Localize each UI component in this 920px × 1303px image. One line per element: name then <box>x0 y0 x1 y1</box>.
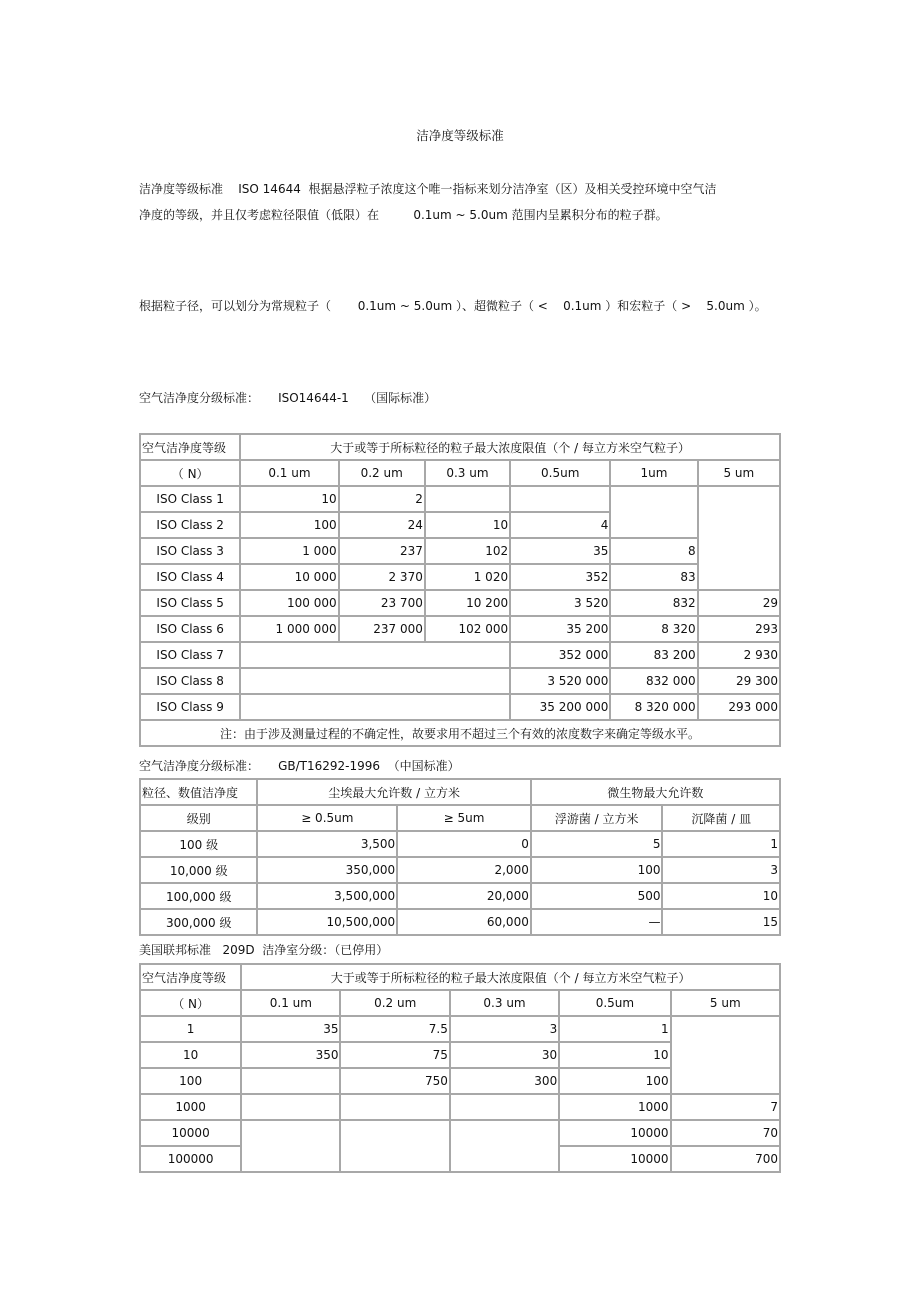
table-cell: 102 000 <box>426 617 511 643</box>
fed-col-header: 0.2 um <box>341 991 450 1017</box>
table-cell: 237 000 <box>340 617 426 643</box>
table-cell: 35 200 <box>511 617 611 643</box>
table-cell: 4 <box>511 513 611 539</box>
table-cell: 8 <box>611 539 698 565</box>
iso-col-header: 0.2 um <box>340 461 426 487</box>
table-cell: 30 <box>451 1043 560 1069</box>
iso-header-class-n: （ N） <box>141 461 241 487</box>
table-cell <box>242 1069 341 1095</box>
table-cell: 1 000 000 <box>241 617 339 643</box>
table-cell: 3 520 <box>511 591 611 617</box>
table-cell: 10 <box>560 1043 671 1069</box>
table-cell <box>242 1095 341 1121</box>
table-cell: 10 <box>663 884 781 910</box>
table-cell-merged <box>611 487 698 539</box>
table-row <box>141 695 781 721</box>
table-cell-merged <box>242 1121 341 1173</box>
table-cell: 1000 <box>560 1095 671 1121</box>
table-cell: 500 <box>532 884 664 910</box>
table-row <box>141 858 781 884</box>
table-cell: 23 700 <box>340 591 426 617</box>
table-cell <box>451 1095 560 1121</box>
fed-header-class-n: （ N） <box>141 991 242 1017</box>
table-row <box>141 1017 781 1043</box>
table-row <box>141 1095 781 1121</box>
row-label: 300,000 级 <box>141 910 258 936</box>
table-row <box>141 1121 781 1147</box>
table-cell: 2,000 <box>398 858 532 884</box>
table-cell-merged <box>241 643 511 669</box>
table-row <box>141 487 781 513</box>
table-cell: 100 <box>532 858 664 884</box>
table-cell: 3,500,000 <box>258 884 398 910</box>
iso-table-note: 注：由于涉及测量过程的不确定性，故要求用不超过三个有效的浓度数字来确定等级水平。 <box>141 721 781 747</box>
fed-col-header: 0.3 um <box>451 991 560 1017</box>
table-cell: 1 <box>560 1017 671 1043</box>
fed-209d-table <box>139 963 781 1173</box>
table-cell: 2 370 <box>340 565 426 591</box>
table-cell: 100 000 <box>241 591 339 617</box>
table-row <box>141 565 781 591</box>
table-cell: 0 <box>398 832 532 858</box>
iso-classification-table <box>139 433 781 747</box>
iso-section-title: 空气洁净度分级标准： ISO14644-1 （国际标准） <box>139 391 437 405</box>
table-cell: 237 <box>340 539 426 565</box>
intro-line-2: 净度的等级，并且仅考虑粒径限值（低限）在 0.1um ~ 5.0um 范围内呈累积分布的粒子群。 <box>139 208 668 222</box>
table-cell: 350 <box>242 1043 341 1069</box>
iso-col-header: 0.5um <box>511 461 611 487</box>
table-row <box>141 539 781 565</box>
row-label: 10000 <box>141 1121 242 1147</box>
table-cell-merged <box>451 1121 560 1173</box>
table-cell: 70 <box>672 1121 781 1147</box>
particle-types-text: 根据粒子径，可以划分为常规粒子（ 0.1um ~ 5.0um ）、超微粒子（ < 0.1um ）和宏粒子（ > 5.0um ）。 <box>139 299 767 313</box>
table-cell: 10 200 <box>426 591 511 617</box>
table-cell: 60,000 <box>398 910 532 936</box>
table-cell: 35 <box>242 1017 341 1043</box>
table-cell: 293 000 <box>699 695 781 721</box>
table-cell: 29 <box>699 591 781 617</box>
table-cell: 750 <box>341 1069 450 1095</box>
row-label: ISO Class 3 <box>141 539 241 565</box>
row-label: ISO Class 9 <box>141 695 241 721</box>
table-cell: 20,000 <box>398 884 532 910</box>
row-label: ISO Class 7 <box>141 643 241 669</box>
fed-col-header: 0.1 um <box>242 991 341 1017</box>
table-cell: 10 <box>241 487 339 513</box>
row-label: 1000 <box>141 1095 242 1121</box>
table-cell: 5 <box>532 832 664 858</box>
fed-col-header: 0.5um <box>560 991 671 1017</box>
table-cell: 832 <box>611 591 698 617</box>
table-row <box>141 591 781 617</box>
iso-col-header: 0.1 um <box>241 461 339 487</box>
gb-section-title: 空气洁净度分级标准： GB/T16292-1996 （中国标准） <box>139 759 460 773</box>
table-cell: 1 <box>663 832 781 858</box>
table-row <box>141 643 781 669</box>
gb-classification-table <box>139 778 781 936</box>
table-cell: 102 <box>426 539 511 565</box>
table-cell: 700 <box>672 1147 781 1173</box>
row-label: 1 <box>141 1017 242 1043</box>
table-cell-merged <box>241 669 511 695</box>
table-cell: 83 <box>611 565 698 591</box>
iso-header-group: 大于或等于所标粒径的粒子最大浓度限值（个 / 每立方米空气粒子） <box>241 435 781 461</box>
table-cell: 3 520 000 <box>511 669 611 695</box>
table-row <box>141 884 781 910</box>
page-title: 洁净度等级标准 <box>416 128 504 143</box>
table-cell: 7.5 <box>341 1017 450 1043</box>
table-cell: 100 <box>560 1069 671 1095</box>
table-cell-merged <box>341 1121 450 1173</box>
table-cell: 35 <box>511 539 611 565</box>
row-label: ISO Class 1 <box>141 487 241 513</box>
gb-header-class-level: 级别 <box>141 806 258 832</box>
fed-col-header: 5 um <box>672 991 781 1017</box>
fed-header-class: 空气洁净度等级 <box>141 965 242 991</box>
table-cell: 10 <box>426 513 511 539</box>
iso-col-header: 5 um <box>699 461 781 487</box>
table-cell: 350,000 <box>258 858 398 884</box>
gb-col-header: 沉降菌 / 皿 <box>663 806 781 832</box>
table-cell: 8 320 <box>611 617 698 643</box>
row-label: ISO Class 2 <box>141 513 241 539</box>
row-label: 100,000 级 <box>141 884 258 910</box>
table-cell: 10000 <box>560 1147 671 1173</box>
table-cell: 24 <box>340 513 426 539</box>
table-cell: 3 <box>451 1017 560 1043</box>
table-row <box>141 669 781 695</box>
table-row <box>141 617 781 643</box>
table-cell: 29 300 <box>699 669 781 695</box>
table-cell: 2 <box>340 487 426 513</box>
row-label: 100 级 <box>141 832 258 858</box>
table-cell: 352 000 <box>511 643 611 669</box>
table-cell: 15 <box>663 910 781 936</box>
table-cell: 1 020 <box>426 565 511 591</box>
table-cell: 100 <box>241 513 339 539</box>
fed-header-group: 大于或等于所标粒径的粒子最大浓度限值（个 / 每立方米空气粒子） <box>242 965 781 991</box>
gb-col-header: 浮游菌 / 立方米 <box>532 806 664 832</box>
row-label: 100 <box>141 1069 242 1095</box>
gb-header-class: 粒径、数值洁净度 <box>141 780 258 806</box>
table-cell: 83 200 <box>611 643 698 669</box>
gb-header-dust: 尘埃最大允许数 / 立方米 <box>258 780 531 806</box>
table-cell: 10 000 <box>241 565 339 591</box>
table-cell-merged <box>672 1017 781 1095</box>
gb-col-header: ≥ 5um <box>398 806 532 832</box>
table-cell: 3,500 <box>258 832 398 858</box>
table-cell: 2 930 <box>699 643 781 669</box>
row-label: 10,000 级 <box>141 858 258 884</box>
iso-header-class: 空气洁净度等级 <box>141 435 241 461</box>
table-cell <box>341 1095 450 1121</box>
table-cell: 293 <box>699 617 781 643</box>
table-cell: 75 <box>341 1043 450 1069</box>
table-cell: 352 <box>511 565 611 591</box>
intro-line-1: 洁净度等级标准 ISO 14644 根据悬浮粒子浓度这个唯一指标来划分洁净室（区）及相关受控环境中空气洁 <box>139 182 717 196</box>
row-label: ISO Class 8 <box>141 669 241 695</box>
row-label: ISO Class 6 <box>141 617 241 643</box>
fed-section-title: 美国联邦标准 209D 洁净室分级：（已停用） <box>139 943 389 957</box>
gb-col-header: ≥ 0.5um <box>258 806 398 832</box>
table-cell: 3 <box>663 858 781 884</box>
iso-col-header: 1um <box>611 461 698 487</box>
table-cell: 35 200 000 <box>511 695 611 721</box>
table-cell: 300 <box>451 1069 560 1095</box>
row-label: ISO Class 4 <box>141 565 241 591</box>
table-cell: 7 <box>672 1095 781 1121</box>
table-cell-merged <box>699 487 781 591</box>
table-cell: 832 000 <box>611 669 698 695</box>
table-cell: 1 000 <box>241 539 339 565</box>
row-label: 10 <box>141 1043 242 1069</box>
iso-col-header: 0.3 um <box>426 461 511 487</box>
table-cell <box>426 487 511 513</box>
row-label: ISO Class 5 <box>141 591 241 617</box>
gb-header-micro: 微生物最大允许数 <box>532 780 781 806</box>
table-row <box>141 910 781 936</box>
table-cell: 10,500,000 <box>258 910 398 936</box>
table-cell: 10000 <box>560 1121 671 1147</box>
table-cell: — <box>532 910 664 936</box>
row-label: 100000 <box>141 1147 242 1173</box>
table-row <box>141 832 781 858</box>
table-cell <box>511 487 611 513</box>
table-cell: 8 320 000 <box>611 695 698 721</box>
table-cell-merged <box>241 695 511 721</box>
